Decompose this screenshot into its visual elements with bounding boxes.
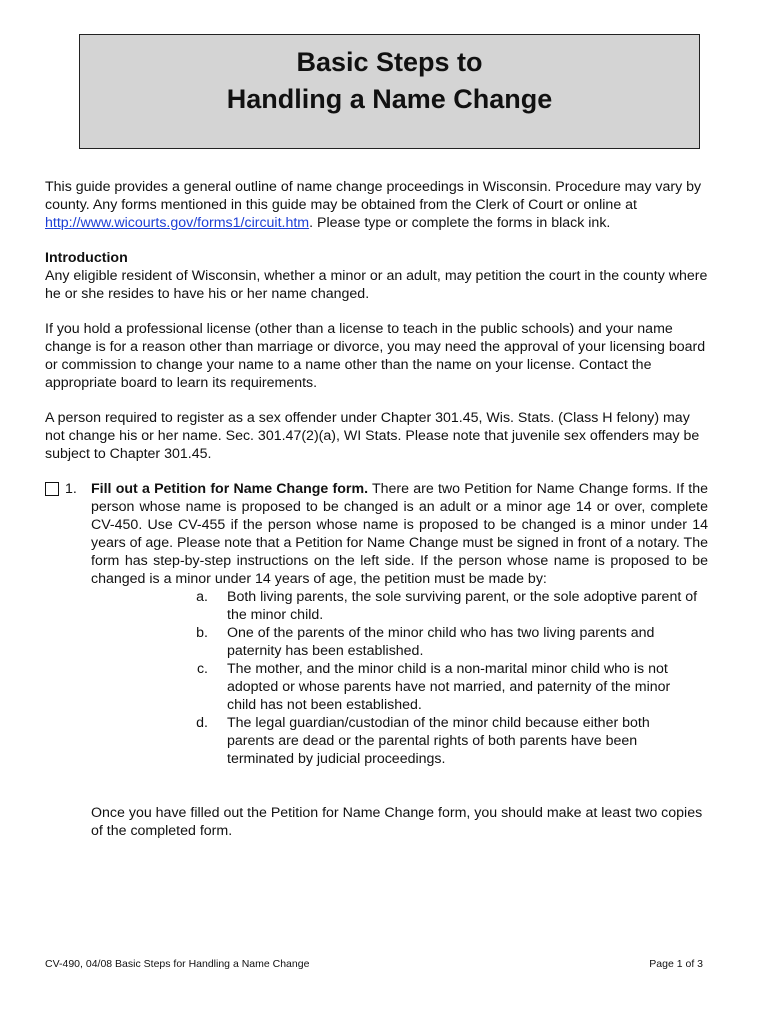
list-item [45,588,708,624]
list-item [45,714,708,768]
intro-text-before-link: This guide provides a general outline of name change proceedings in Wisconsin. Procedure may vary by county. Any forms mentioned in this guide may be obtained from the Clerk of Court or online at [45,179,702,213]
introduction-section [45,249,708,303]
offender-paragraph: A person required to register as a sex offender under Chapter 301.45, Wis. Stats. (Class H felony) may not change his or her name. Sec. 301.47(2)(a), WI Stats. Please note that juvenile sex offenders may be subject to Chapter 301.45. [45,410,700,462]
list-item-label: b. [196,625,208,641]
step-1-closing: Once you have filled out the Petition for Name Change form, you should make at least two copies of the completed form. [91,805,703,839]
step-1-checkbox[interactable] [45,482,59,496]
list-item-label: c. [196,661,208,677]
list-item-label: a. [196,589,208,605]
list-item-text: Both living parents, the sole surviving parent, or the sole adoptive parent of the minor child. [227,589,698,623]
footer-page-number: Page 1 of 3 [649,958,703,970]
introduction-text: Any eligible resident of Wisconsin, whether a minor or an adult, may petition the court in the county where he or she resides to have his or her name changed. [45,268,708,302]
intro-text-after-link: . Please type or complete the forms in black ink. [309,215,611,231]
introduction-heading: Introduction [45,250,128,266]
page-title-line-2: Handling a Name Change [226,84,553,114]
footer-form-id: CV-490, 04/08 Basic Steps for Handling a Name Change [45,958,310,970]
list-item-text: The legal guardian/custodian of the minor child because either both parents are dead or the parental rights of both parents have been terminated by judicial proceedings. [227,715,650,767]
list-item-text: The mother, and the minor child is a non-marital minor child who is not adopted or whose parents have not married, and paternity of the minor child has not been established. [227,661,671,713]
list-item-label: d. [196,715,208,731]
petitioner-list [45,588,708,768]
forms-link[interactable]: http://www.wicourts.gov/forms1/circuit.htm [45,215,310,231]
intro-paragraph [45,178,708,232]
step-1-heading: Fill out a Petition for Name Change form. [91,481,369,497]
list-item [45,624,708,660]
step-1-number: 1. [65,481,77,497]
step-1 [45,480,708,588]
document-body [45,178,708,840]
list-item [45,660,708,714]
step-1-text: There are two Petition for Name Change forms. If the person whose name is proposed to be changed is an adult or a minor age 14 or over, complete CV-450. Use CV-455 if the person whose name is proposed to be changed is a minor under 14 years of age. Please note that a Petition for Name Change must be signed in front of a notary. The form has step-by-step instructions on the left side. If the person whose name is proposed to be changed is a minor under 14 years of age, the petition must be made by: [91,481,708,587]
license-paragraph: If you hold a professional license (other than a license to teach in the public schools) and your name change is for a reason other than marriage or divorce, you may need the approval of your licensing board or commission to change your name to a name other than the name on your license. Contact the appropriate board to learn its requirements. [45,321,706,391]
page-title-line-1: Basic Steps to [296,47,483,77]
list-item-text: One of the parents of the minor child who has two living parents and paternity has been established. [227,625,655,659]
title-box [79,34,700,149]
